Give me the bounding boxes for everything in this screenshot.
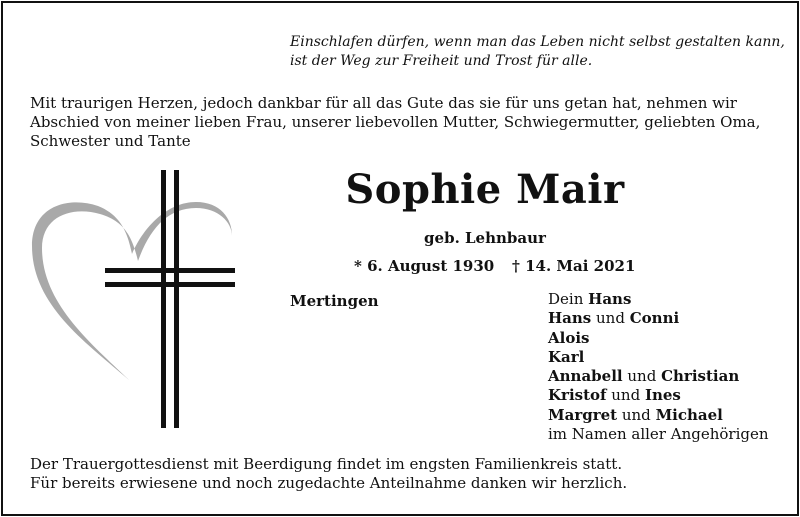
mourners-list	[548, 290, 769, 444]
footer-line: Für bereits erwiesene und noch zugedachte Anteilnahme danken wir herzlich.	[30, 474, 628, 492]
poem-line: Einschlafen dürfen, wenn man das Leben nicht selbst gestalten kann,	[290, 34, 785, 50]
deceased-name: Sophie Mair	[345, 166, 625, 213]
mourner-line: Karl	[548, 347, 585, 366]
mourner-line: im Namen aller Angehörigen	[548, 425, 769, 444]
intro-line: Mit traurigen Herzen, jedoch dankbar für all das Gute das sie für uns getan hat, nehmen wir	[30, 94, 737, 112]
death-date: † 14. Mai 2021	[512, 257, 636, 275]
intro-line: Abschied von meiner lieben Frau, unserer liebevollen Mutter, Schwiegermutter, geliebten Oma,	[30, 113, 761, 131]
birth-date: * 6. August 1930	[354, 257, 495, 275]
poem	[290, 33, 785, 71]
intro-line: Schwester und Tante	[30, 132, 191, 150]
intro-text	[30, 94, 775, 151]
footer-line: Der Trauergottesdienst mit Beerdigung findet im engsten Familienkreis statt.	[30, 455, 623, 473]
mourner-line: Margret und Michael	[548, 405, 723, 424]
mourner-line: Kristof und Ines	[548, 386, 681, 405]
birth-name: geb. Lehnbaur	[424, 229, 546, 247]
footer-text	[30, 455, 627, 493]
mourner-line: Dein Hans	[548, 290, 632, 308]
place: Mertingen	[290, 292, 379, 310]
poem-line: ist der Weg zur Freiheit und Trost für alle.	[290, 53, 593, 69]
heart-icon	[32, 202, 232, 380]
mourner-line: Annabell und Christian	[548, 367, 740, 386]
mourner-line: Alois	[548, 328, 590, 347]
mourner-line: Hans und Conni	[548, 309, 680, 328]
heart-cross-icon	[28, 166, 240, 431]
